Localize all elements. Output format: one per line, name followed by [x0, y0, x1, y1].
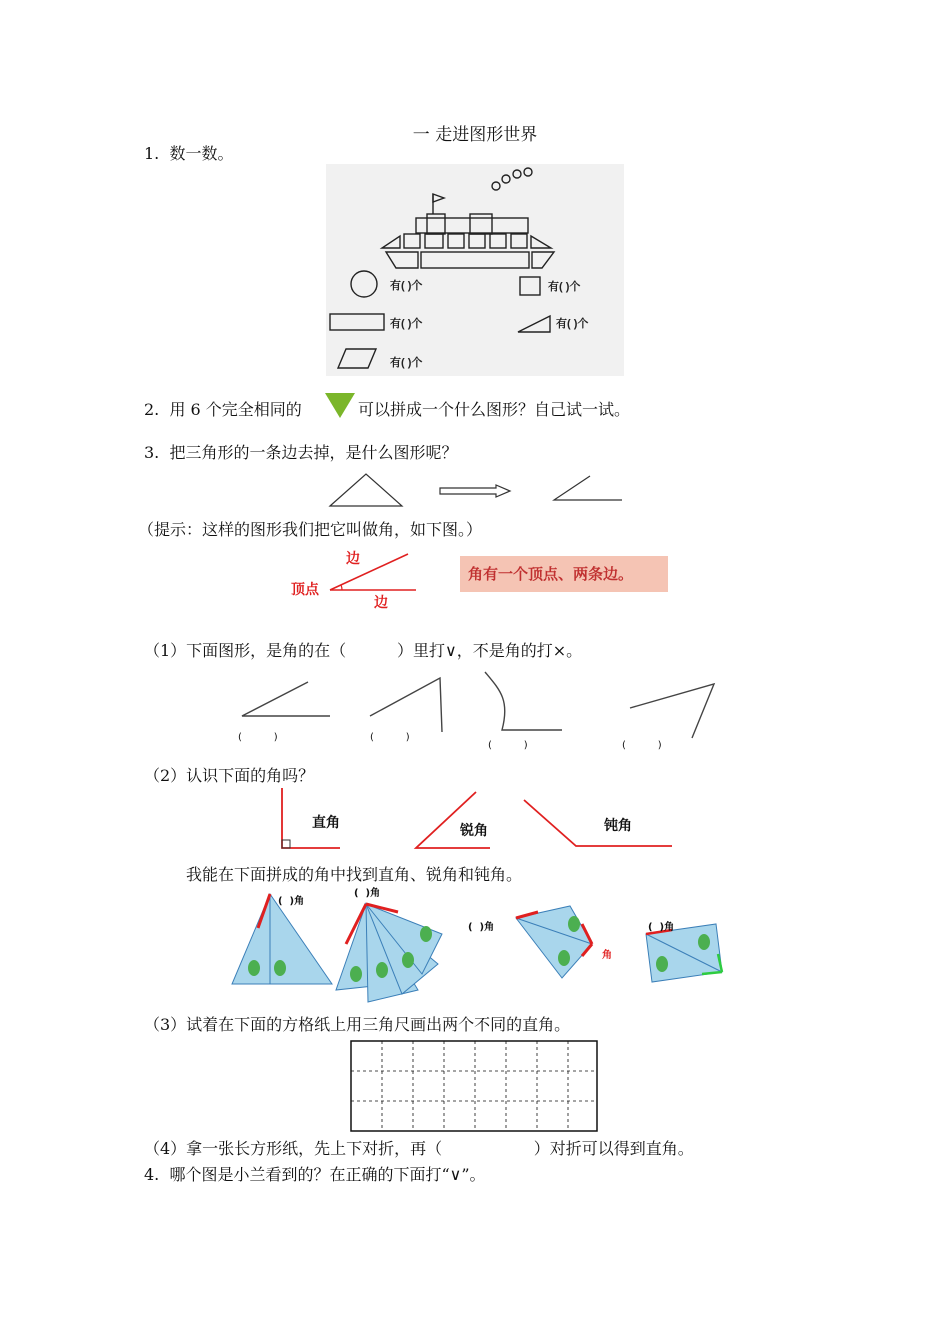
question-1-label: 1. 数一数。	[144, 144, 234, 163]
answer-paren-1[interactable]: ( )	[238, 732, 278, 743]
answer-paren-2[interactable]: ( )	[370, 732, 410, 743]
grid-paper[interactable]	[350, 1040, 598, 1136]
angle-suffix-label: 角	[602, 950, 612, 961]
label-rectangle: 有( )个	[390, 318, 423, 330]
vertex-label: 顶点	[291, 582, 319, 598]
question-4-label: 4. 哪个图是小兰看到的？在正确的下面打“∨”。	[144, 1165, 486, 1184]
obtuse-angle-label: 钝角	[604, 817, 632, 833]
angle-definition-text: 角有一个顶点、两条边。	[468, 565, 634, 583]
label-square: 有( )个	[548, 281, 581, 293]
label-parallelogram: 有( )个	[390, 357, 423, 369]
find-angles-text: 我能在下面拼成的角中找到直角、锐角和钝角。	[186, 865, 523, 884]
page-title: 一 走进图形世界	[412, 125, 538, 145]
part-4-instruction: （4）拿一张长方形纸，先上下对折，再（ ）对折可以得到直角。	[144, 1139, 694, 1158]
label-circle: 有( )个	[390, 280, 423, 292]
question-2-text-before: 2. 用 6 个完全相同的	[144, 400, 302, 419]
label-trapezoid: 有( )个	[556, 318, 589, 330]
paren-angle-2[interactable]: ( )角	[354, 888, 381, 899]
part-3-instruction: （3）试着在下面的方格纸上用三角尺画出两个不同的直角。	[144, 1015, 571, 1034]
ship-figure	[326, 164, 624, 376]
part-2-label: （2）认识下面的角吗？	[144, 766, 315, 785]
acute-angle-label: 锐角	[460, 822, 488, 838]
question-3-label: 3. 把三角形的一条边去掉，是什么图形呢？	[144, 443, 458, 462]
paren-angle-3[interactable]: ( )角	[468, 922, 495, 933]
answer-paren-4[interactable]: ( )	[622, 740, 662, 751]
green-triangle-icon	[324, 392, 356, 424]
hint-text: （提示：这样的图形我们把它叫做角，如下图。）	[138, 520, 483, 539]
part-1-instruction: （1）下面图形，是角的在（ ）里打∨，不是角的打×。	[144, 641, 583, 660]
right-angle-label: 直角	[312, 814, 340, 830]
question-2-text-after: 可以拼成一个什么图形？自己试一试。	[358, 400, 631, 419]
edge-label-top: 边	[346, 551, 360, 567]
paren-angle-1[interactable]: ( )角	[278, 896, 305, 907]
paren-angle-4[interactable]: ( )角	[648, 922, 675, 933]
answer-paren-3[interactable]: ( )	[488, 740, 528, 751]
edge-label-bottom: 边	[374, 595, 388, 611]
triangle-to-angle-figure	[326, 468, 626, 514]
